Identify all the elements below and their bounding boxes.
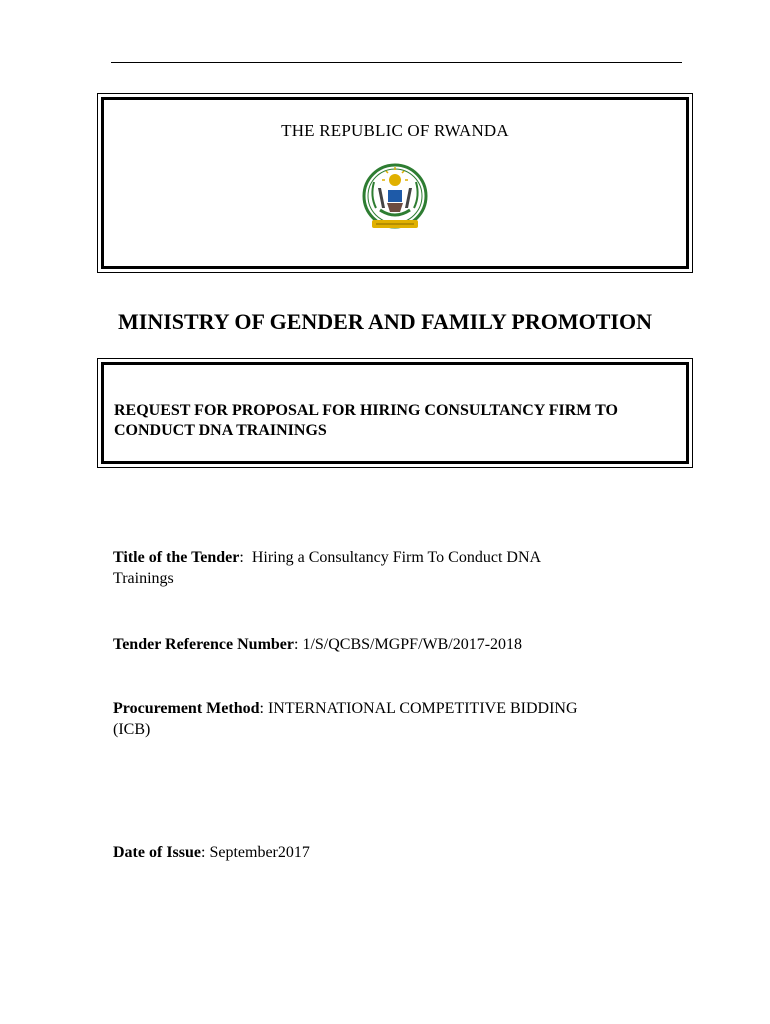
procurement-method-label: Procurement Method: [113, 700, 260, 717]
tender-reference-label: Tender Reference Number: [113, 636, 294, 653]
date-of-issue-value: September2017: [209, 844, 310, 861]
date-of-issue-separator: :: [201, 844, 210, 861]
republic-header-box: [97, 93, 693, 273]
tender-title-value-line-2: Trainings: [113, 570, 174, 587]
top-horizontal-rule: [111, 62, 682, 63]
republic-title: THE REPUBLIC OF RWANDA: [281, 121, 509, 140]
procurement-method-value-line-2: (ICB): [113, 721, 151, 738]
rfp-title-box: [97, 358, 693, 468]
tender-reference-field: [113, 634, 653, 655]
tender-reference-separator: :: [294, 636, 303, 653]
rwanda-coat-of-arms-icon: [360, 162, 430, 238]
rfp-title-line-2: CONDUCT DNA TRAININGS: [114, 422, 327, 439]
procurement-method-field: [113, 698, 653, 740]
procurement-method-value-line-1: INTERNATIONAL COMPETITIVE BIDDING: [267, 700, 578, 717]
date-of-issue-field: [113, 842, 653, 863]
tender-reference-value: 1/S/QCBS/MGPF/WB/2017-2018: [302, 636, 523, 653]
tender-title-field: [113, 547, 653, 589]
tender-title-separator: :: [239, 549, 244, 566]
tender-title-label: Title of the Tender: [113, 549, 240, 566]
procurement-method-separator: :: [259, 700, 268, 717]
date-of-issue-label: Date of Issue: [113, 844, 201, 861]
ministry-title: MINISTRY OF GENDER AND FAMILY PROMOTION: [118, 309, 652, 334]
rfp-title-line-1: REQUEST FOR PROPOSAL FOR HIRING CONSULTANCY FIRM TO: [114, 402, 618, 419]
tender-title-value-line-1: Hiring a Consultancy Firm To Conduct DNA: [251, 549, 542, 566]
rfp-title: [114, 401, 682, 441]
